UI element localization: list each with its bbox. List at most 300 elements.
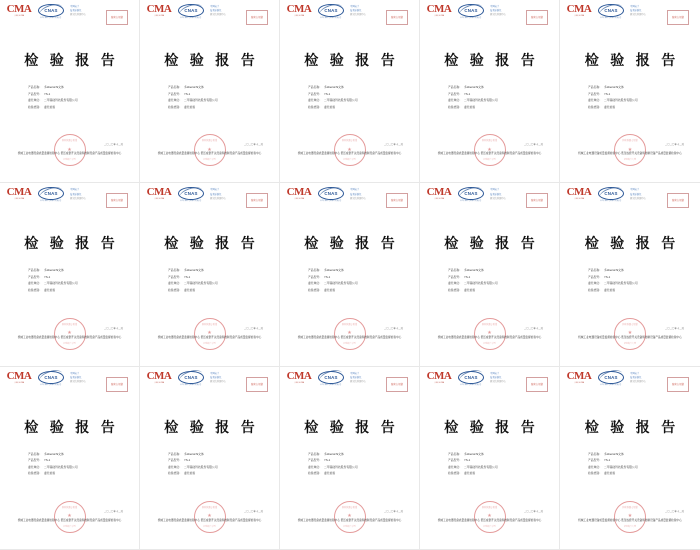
field-label: 委托单位：: [448, 281, 462, 286]
issue-date: 二〇二〇年十二月: [103, 509, 123, 513]
field-label: 产品名称：: [28, 451, 42, 456]
field-value: YS-1: [324, 91, 331, 96]
field-value: 二甲基硅科技股份有限公司: [464, 464, 498, 469]
cnas-subtitle: 中国合格评定国家认可委员会: [600, 200, 622, 203]
issuer-name: 机械工业电器设备质量监督检验中心 低压成套开关设备和控制设备产品质量监督检验中心: [17, 518, 122, 522]
seal-top-text: 检验检测专用章: [201, 506, 218, 509]
header-stamp-label: 检验专用章: [111, 382, 123, 386]
seal-star-icon: ★: [347, 146, 352, 153]
field-label: 检验类别：: [28, 287, 42, 292]
cma-mark-label: CMA: [426, 186, 452, 199]
certificate-footer: [146, 152, 273, 156]
seal-top-text: 检验检测专用章: [341, 140, 358, 143]
field-label: 产品名称：: [588, 268, 602, 273]
field-value: 二甲基硅科技股份有限公司: [324, 464, 358, 469]
field-label: 产品名称：: [448, 85, 462, 89]
page-title: 检 验 报 告: [24, 237, 119, 253]
org-line-3: 研究院检测中心: [490, 380, 506, 383]
cnas-logo-icon: [177, 371, 205, 391]
header-stamp-label: 检验专用章: [672, 199, 684, 203]
certificate-footer: [6, 519, 133, 523]
org-line-3: 研究院检测中心: [210, 196, 226, 200]
field-value: 多übersicht文体: [324, 268, 344, 273]
certificate-footer: [146, 519, 273, 523]
field-label: 产品型号：: [168, 91, 182, 96]
field-value: YS-1: [44, 91, 51, 96]
cnas-ellipse-icon: [598, 371, 624, 384]
cnas-logo-icon: [37, 187, 65, 207]
org-line-3: 研究院检测中心: [490, 196, 506, 200]
cnas-mark-label: CNAS: [464, 374, 478, 380]
red-round-seal-icon: [614, 318, 646, 350]
cma-logo-icon: [6, 187, 32, 207]
certificate-footer: [286, 519, 413, 523]
field-row: [28, 470, 127, 477]
cma-subtitle: 计量认证 CMA: [154, 199, 164, 201]
field-label: 检验类别：: [448, 104, 462, 109]
cma-subtitle: 计量认证 CMA: [574, 16, 584, 17]
field-value: 委托检验: [604, 471, 616, 476]
field-value: 二甲基硅科技股份有限公司: [184, 281, 218, 286]
seal-top-text: 检验检测专用章: [61, 506, 78, 509]
cma-logo-icon: [6, 371, 32, 391]
seal-top-text: 检验检测专用章: [622, 506, 638, 509]
issuing-organization: [210, 371, 227, 384]
cnas-ellipse-icon: [318, 187, 344, 200]
page-title: 检 验 报 告: [444, 237, 539, 253]
cma-subtitle: 计量认证 CMA: [294, 382, 304, 384]
cma-subtitle: 计量认证 CMA: [294, 16, 304, 17]
certificate-logos: [566, 4, 694, 26]
field-value: YS-1: [184, 91, 191, 96]
field-label: 产品型号：: [308, 91, 322, 96]
org-line-2: 技术标准化: [210, 375, 222, 379]
cnas-subtitle: 中国合格评定国家认可委员会: [40, 17, 62, 19]
cnas-mark-label: CNAS: [44, 8, 58, 13]
certificate-card[interactable]: [280, 367, 420, 550]
cnas-subtitle: 中国合格评定国家认可委员会: [460, 17, 482, 19]
page-title: 检 验 报 告: [304, 237, 399, 253]
field-label: 产品型号：: [308, 458, 322, 463]
cma-mark-label: CMA: [146, 3, 172, 15]
field-label: 委托单位：: [28, 464, 42, 469]
cma-logo-icon: [426, 187, 452, 207]
field-row: [168, 470, 267, 477]
certificate-card[interactable]: [0, 183, 140, 366]
field-value: 二甲基硅科技股份有限公司: [604, 98, 638, 102]
cnas-mark-label: CNAS: [324, 191, 338, 197]
issue-date: 二〇二〇年十二月: [664, 143, 684, 147]
issue-date: 二〇二〇年十二月: [523, 509, 543, 513]
seal-top-text: 检验检测专用章: [481, 323, 498, 326]
issuer-name: 机械工业电器设备质量监督检验中心 低压成套开关设备和控制设备产品质量监督检验中心: [157, 335, 262, 339]
field-row: [168, 104, 267, 111]
field-row: [168, 287, 267, 294]
field-value: 委托检验: [44, 471, 56, 476]
header-stamp-label: 检验专用章: [251, 16, 263, 19]
org-line-1: 中国电子: [210, 371, 220, 375]
cnas-logo-icon: [597, 187, 625, 207]
cnas-ellipse-icon: [458, 371, 484, 384]
field-label: 检验类别：: [28, 104, 42, 109]
org-line-2: 技术标准化: [350, 375, 362, 379]
field-value: 多übersicht文体: [184, 268, 204, 273]
seal-top-text: 检验检测专用章: [622, 140, 638, 143]
seal-top-text: 检验检测专用章: [201, 140, 218, 143]
certificate-footer: [6, 152, 133, 156]
red-round-seal-icon: [474, 318, 506, 350]
field-value: YS-1: [184, 274, 191, 279]
field-label: 产品名称：: [168, 85, 182, 89]
field-value: YS-1: [604, 91, 611, 96]
org-line-2: 技术标准化: [70, 375, 82, 379]
field-label: 委托单位：: [308, 464, 322, 469]
certificate-card[interactable]: [0, 367, 140, 550]
header-stamp-box: [246, 10, 268, 25]
cma-logo-icon: [146, 371, 172, 391]
field-label: 检验类别：: [588, 104, 602, 109]
field-label: 产品名称：: [308, 268, 322, 273]
certificate-logos: [566, 187, 694, 209]
certificate-fields: [448, 84, 547, 110]
header-stamp-box: [386, 377, 408, 392]
cnas-ellipse-icon: [318, 371, 344, 384]
cnas-logo-icon: [597, 4, 625, 24]
seal-bottom-text: 检验报告专用: [63, 159, 76, 162]
field-label: 产品型号：: [588, 458, 602, 463]
org-line-2: 技术标准化: [70, 192, 82, 196]
org-line-3: 研究院检测中心: [630, 196, 646, 200]
red-round-seal-icon: [474, 134, 506, 166]
issue-date: 二〇二〇年十二月: [103, 326, 123, 330]
certificate-footer: [426, 152, 553, 156]
issue-date: 二〇二〇年十二月: [383, 143, 403, 147]
seal-star-icon: ★: [67, 146, 72, 153]
cma-mark-label: CMA: [426, 3, 452, 15]
cnas-logo-icon: [177, 187, 205, 207]
certificate-card[interactable]: [280, 183, 420, 366]
cma-mark-label: CMA: [426, 369, 452, 382]
org-line-1: 中国电子: [210, 5, 220, 8]
field-label: 委托单位：: [448, 98, 462, 102]
field-label: 产品型号：: [308, 274, 322, 279]
field-value: 委托检验: [184, 287, 196, 292]
field-label: 检验类别：: [588, 471, 602, 476]
header-stamp-box: [246, 377, 268, 392]
cma-mark-label: CMA: [286, 3, 312, 15]
certificate-footer: [426, 336, 553, 340]
certificate-fields: [168, 84, 267, 110]
issuer-name: 机械工业电器设备质量监督检验中心 低压成套开关设备和控制设备产品质量监督检验中心: [297, 152, 402, 156]
org-line-2: 技术标准化: [210, 192, 222, 196]
field-label: 产品名称：: [588, 451, 602, 456]
certificate-card[interactable]: [420, 183, 560, 366]
field-value: YS-1: [464, 458, 471, 463]
header-stamp-box: [526, 10, 548, 25]
certificate-fields: [28, 451, 127, 477]
issuer-name: 机械工业电器设备质量监督检验中心 低压成套开关设备和控制设备产品质量监督检验中心: [157, 152, 262, 156]
certificate-card[interactable]: [420, 0, 560, 183]
issuing-organization: [350, 371, 367, 384]
field-value: 二甲基硅科技股份有限公司: [324, 98, 358, 102]
org-line-1: 中国电子: [630, 371, 640, 375]
field-value: 二甲基硅科技股份有限公司: [184, 464, 218, 469]
cnas-subtitle: 中国合格评定国家认可委员会: [460, 200, 482, 203]
certificate-card[interactable]: [140, 0, 280, 183]
certificate-fields: [448, 267, 547, 293]
field-value: 二甲基硅科技股份有限公司: [604, 281, 638, 286]
field-value: 二甲基硅科技股份有限公司: [464, 281, 498, 286]
cma-logo-icon: [426, 4, 452, 24]
field-label: 产品名称：: [28, 85, 42, 89]
issuing-organization: [70, 187, 87, 200]
cnas-subtitle: 中国合格评定国家认可委员会: [460, 383, 482, 386]
field-value: YS-1: [44, 274, 51, 279]
field-value: 多übersicht文体: [464, 451, 484, 456]
cma-subtitle: 计量认证 CMA: [14, 16, 24, 17]
issue-date: 二〇二〇年十二月: [243, 143, 263, 147]
field-label: 委托单位：: [168, 464, 182, 469]
page-title: 检 验 报 告: [164, 54, 259, 69]
cma-subtitle: 计量认证 CMA: [574, 382, 584, 384]
cnas-subtitle: 中国合格评定国家认可委员会: [180, 383, 202, 386]
seal-bottom-text: 检验报告专用: [203, 342, 216, 345]
page-title: 检 验 报 告: [584, 237, 680, 253]
certificate-logos: [146, 187, 273, 209]
certificate-fields: [308, 267, 407, 293]
issuing-organization: [490, 187, 507, 200]
issue-date: 二〇二〇年十二月: [383, 509, 403, 513]
certificate-footer: [286, 336, 413, 340]
field-value: YS-1: [464, 274, 471, 279]
org-line-1: 中国电子: [490, 5, 500, 8]
seal-top-text: 检验检测专用章: [61, 323, 78, 326]
field-value: YS-1: [324, 458, 331, 463]
cma-logo-icon: [6, 4, 32, 24]
seal-star-icon: ★: [487, 146, 492, 153]
cnas-logo-icon: [177, 4, 205, 24]
certificate-card[interactable]: [560, 183, 700, 366]
seal-top-text: 检验检测专用章: [61, 140, 78, 143]
cnas-mark-label: CNAS: [184, 8, 198, 13]
issue-date: 二〇二〇年十二月: [383, 326, 403, 330]
seal-bottom-text: 检验报告专用: [483, 159, 496, 162]
field-row: [588, 287, 688, 294]
issuing-organization: [630, 187, 647, 200]
certificate-fields: [588, 451, 688, 477]
org-line-1: 中国电子: [630, 188, 640, 192]
header-stamp-box: [667, 377, 689, 392]
cma-mark-label: CMA: [146, 369, 172, 382]
cnas-subtitle: 中国合格评定国家认可委员会: [40, 200, 62, 203]
certificate-logos: [286, 187, 413, 209]
field-row: [448, 287, 547, 294]
cma-mark-label: CMA: [6, 186, 32, 199]
field-value: 多übersicht文体: [604, 268, 624, 273]
header-stamp-label: 检验专用章: [531, 199, 543, 203]
red-round-seal-icon: [334, 134, 366, 166]
cma-mark-label: CMA: [146, 186, 172, 199]
certificate-card[interactable]: [560, 367, 700, 550]
org-line-3: 研究院检测中心: [350, 13, 366, 17]
cnas-mark-label: CNAS: [184, 374, 198, 380]
certificate-logos: [6, 371, 133, 393]
org-line-1: 中国电子: [350, 5, 360, 8]
org-line-1: 中国电子: [70, 5, 80, 8]
cma-subtitle: 计量认证 CMA: [434, 199, 444, 201]
cnas-ellipse-icon: [178, 371, 204, 384]
cnas-subtitle: 中国合格评定国家认可委员会: [600, 383, 622, 386]
cnas-subtitle: 中国合格评定国家认可委员会: [320, 17, 342, 19]
field-value: 二甲基硅科技股份有限公司: [184, 98, 218, 102]
seal-bottom-text: 检验报告专用: [343, 525, 356, 528]
field-value: 多übersicht文体: [324, 451, 344, 456]
seal-star-icon: ★: [347, 513, 352, 520]
field-row: [308, 104, 407, 111]
page-title: 检 验 报 告: [24, 54, 119, 69]
cnas-mark-label: CNAS: [604, 8, 618, 13]
field-value: 二甲基硅科技股份有限公司: [44, 281, 78, 286]
header-stamp-box: [667, 10, 689, 25]
certificate-fields: [28, 267, 127, 293]
issuing-organization: [490, 371, 507, 384]
org-line-2: 技术标准化: [350, 9, 362, 13]
issue-date: 二〇二〇年十二月: [243, 326, 263, 330]
seal-star-icon: ★: [347, 330, 352, 337]
seal-star-icon: ★: [207, 146, 212, 153]
cnas-ellipse-icon: [318, 4, 344, 17]
cnas-ellipse-icon: [458, 187, 484, 200]
certificate-card[interactable]: [420, 367, 560, 550]
org-line-2: 技术标准化: [490, 192, 502, 196]
issuer-name: 机械工业电器设备质量监督检验中心 低压成套开关设备和控制设备产品质量监督检验中心: [297, 518, 402, 522]
red-round-seal-icon: [54, 134, 86, 166]
field-value: 多übersicht文体: [184, 451, 204, 456]
cma-subtitle: 计量认证 CMA: [154, 382, 164, 384]
org-line-1: 中国电子: [350, 371, 360, 375]
field-value: 多übersicht文体: [184, 85, 204, 89]
seal-star-icon: ★: [627, 146, 633, 153]
field-value: YS-1: [604, 458, 611, 463]
field-label: 委托单位：: [168, 98, 182, 102]
cma-logo-icon: [286, 4, 312, 24]
cnas-logo-icon: [37, 371, 65, 391]
field-value: YS-1: [44, 458, 51, 463]
cma-mark-label: CMA: [566, 369, 592, 382]
org-line-2: 技术标准化: [490, 9, 502, 13]
red-round-seal-icon: [54, 501, 86, 533]
field-label: 产品型号：: [448, 91, 462, 96]
page-title: 检 验 报 告: [584, 54, 680, 69]
header-stamp-box: [667, 193, 689, 208]
field-label: 检验类别：: [448, 287, 462, 292]
cnas-logo-icon: [317, 4, 345, 24]
field-value: YS-1: [184, 458, 191, 463]
cma-subtitle: 计量认证 CMA: [574, 199, 584, 201]
cnas-mark-label: CNAS: [324, 8, 338, 13]
seal-bottom-text: 检验报告专用: [623, 159, 636, 162]
org-line-2: 技术标准化: [630, 192, 642, 196]
field-value: 多übersicht文体: [44, 451, 64, 456]
cma-logo-icon: [566, 187, 592, 207]
issue-date: 二〇二〇年十二月: [103, 143, 123, 147]
certificate-card[interactable]: [140, 367, 280, 550]
field-label: 产品名称：: [308, 85, 322, 89]
cma-logo-icon: [286, 187, 312, 207]
certificate-fields: [168, 267, 267, 293]
issuer-name: 机械工业电器设备质量监督检验中心 低压成套开关设备和控制设备产品质量监督检验中心: [437, 518, 542, 522]
cnas-ellipse-icon: [38, 4, 64, 17]
cnas-mark-label: CNAS: [464, 191, 478, 197]
red-round-seal-icon: [194, 501, 226, 533]
header-stamp-label: 检验专用章: [391, 16, 403, 19]
cnas-ellipse-icon: [38, 371, 64, 384]
field-label: 产品名称：: [28, 268, 42, 273]
org-line-3: 研究院检测中心: [350, 380, 366, 383]
cma-mark-label: CMA: [286, 186, 312, 199]
field-value: 委托检验: [324, 287, 336, 292]
field-row: [588, 470, 688, 477]
field-row: [588, 104, 688, 111]
org-line-2: 技术标准化: [490, 375, 502, 379]
seal-star-icon: ★: [627, 513, 633, 520]
field-value: 委托检验: [184, 104, 196, 109]
field-label: 产品型号：: [448, 458, 462, 463]
field-label: 委托单位：: [308, 281, 322, 286]
header-stamp-label: 检验专用章: [251, 199, 263, 203]
certificate-card[interactable]: [140, 183, 280, 366]
field-label: 检验类别：: [168, 104, 182, 109]
red-round-seal-icon: [474, 501, 506, 533]
field-value: 委托检验: [324, 104, 336, 109]
issuer-name: 机械工业电器设备质量监督检验中心 低压成套开关设备和控制设备产品质量监督检验中心: [578, 335, 682, 339]
org-line-1: 中国电子: [210, 188, 220, 192]
certificate-card[interactable]: [280, 0, 420, 183]
seal-top-text: 检验检测专用章: [201, 323, 218, 326]
certificate-footer: [146, 336, 273, 340]
issuer-name: 机械工业电器设备质量监督检验中心 低压成套开关设备和控制设备产品质量监督检验中心: [437, 152, 542, 156]
header-stamp-box: [526, 377, 548, 392]
certificate-logos: [286, 4, 413, 26]
cnas-ellipse-icon: [178, 4, 204, 17]
cnas-subtitle: 中国合格评定国家认可委员会: [180, 200, 202, 203]
page-title: 检 验 报 告: [304, 420, 399, 436]
cnas-logo-icon: [457, 187, 485, 207]
certificate-card[interactable]: [560, 0, 700, 183]
cnas-ellipse-icon: [598, 187, 624, 200]
certificate-fields: [28, 84, 127, 110]
field-label: 产品名称：: [168, 451, 182, 456]
issuer-name: 机械工业电器设备质量监督检验中心 低压成套开关设备和控制设备产品质量监督检验中心: [17, 152, 122, 156]
cnas-mark-label: CNAS: [184, 191, 198, 197]
org-line-3: 研究院检测中心: [630, 380, 646, 383]
header-stamp-box: [106, 193, 128, 208]
issue-date: 二〇二〇年十二月: [243, 509, 263, 513]
field-value: 多übersicht文体: [604, 451, 624, 456]
issue-date: 二〇二〇年十二月: [523, 143, 543, 147]
field-label: 产品型号：: [168, 274, 182, 279]
field-label: 委托单位：: [308, 98, 322, 102]
issue-date: 二〇二〇年十二月: [523, 326, 543, 330]
cnas-subtitle: 中国合格评定国家认可委员会: [180, 17, 202, 19]
header-stamp-label: 检验专用章: [531, 382, 543, 386]
seal-bottom-text: 检验报告专用: [343, 342, 356, 345]
field-label: 检验类别：: [308, 287, 322, 292]
red-round-seal-icon: [54, 318, 86, 350]
field-value: 委托检验: [464, 287, 476, 292]
certificate-card[interactable]: [0, 0, 140, 183]
field-value: 委托检验: [604, 104, 616, 109]
